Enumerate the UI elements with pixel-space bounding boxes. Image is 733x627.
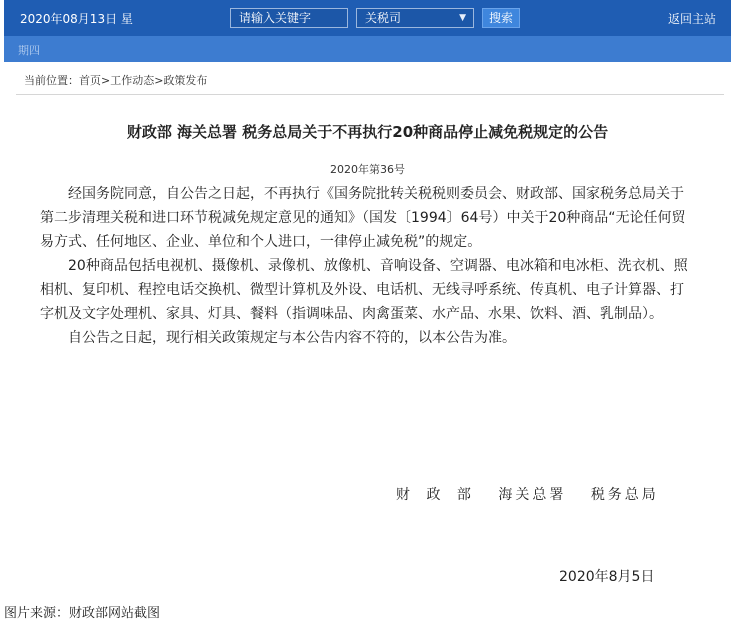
divider: [16, 94, 724, 95]
article-body: [40, 182, 692, 350]
chevron-down-icon: ▼: [459, 13, 466, 23]
breadcrumb-separator: >: [154, 74, 164, 87]
signatories: [396, 484, 673, 504]
document-number: 2020年第36号: [330, 163, 405, 176]
article-title: 财政部 海关总署 税务总局关于不再执行20种商品停止减免税规定的公告: [126, 123, 609, 141]
signatory-tax: 税务总局: [590, 487, 659, 503]
paragraph: 经国务院同意，自公告之日起，不再执行《国务院批转关税税则委员会、财政部、国家税务总局关于第二步清理关税和进口环节税减免规定意见的通知》（国发〔1994〕64号）中关于20种商品“无论任何贸易方式、任何地区、企业、单位和个人进口，一律停止减免税”的规定。: [40, 186, 686, 250]
breadcrumb-separator: >: [101, 74, 111, 87]
breadcrumb-prefix: 当前位置：: [24, 74, 79, 87]
search-scope-select[interactable]: [356, 8, 474, 28]
signing-date: 2020年8月5日: [559, 569, 655, 585]
main-content: [4, 62, 731, 598]
home-link[interactable]: 返回主站: [667, 12, 716, 26]
paragraph: 自公告之日起，现行相关政策规定与本公告内容不符的，以本公告为准。: [68, 330, 516, 346]
image-caption: 图片来源：财政部网站截图: [4, 606, 161, 621]
site-frame: [4, 0, 731, 598]
sub-bar: [4, 36, 731, 62]
paragraph: 20种商品包括电视机、摄像机、录像机、放像机、音响设备、空调器、电冰箱和电冰柜、洗衣机、照相机、复印机、程控电话交换机、微型计算机及外设、电话机、无线寻呼系统、传真机、电子计算器、打字机及文字处理机、家具、灯具、餐料（指调味品、肉禽蛋菜、水产品、水果、饮料、酒、乳制品）。: [40, 258, 688, 322]
top-bar: [4, 0, 731, 36]
breadcrumb-policy-release[interactable]: 政策发布: [163, 74, 208, 87]
signatory-customs: 海关总署: [498, 487, 567, 503]
date-display: 2020年08月13日 星: [20, 12, 133, 26]
weekday-fragment: 期四: [18, 44, 40, 57]
search-scope-value: 关税司: [365, 11, 402, 25]
signatory-mof: 财 政 部: [396, 487, 474, 503]
search-button[interactable]: 搜索: [482, 8, 520, 28]
breadcrumb-home[interactable]: 首页: [79, 74, 101, 87]
breadcrumb-work-news[interactable]: 工作动态: [110, 74, 155, 87]
search-input[interactable]: 请输入关键字: [230, 8, 348, 28]
breadcrumb: [24, 72, 207, 88]
